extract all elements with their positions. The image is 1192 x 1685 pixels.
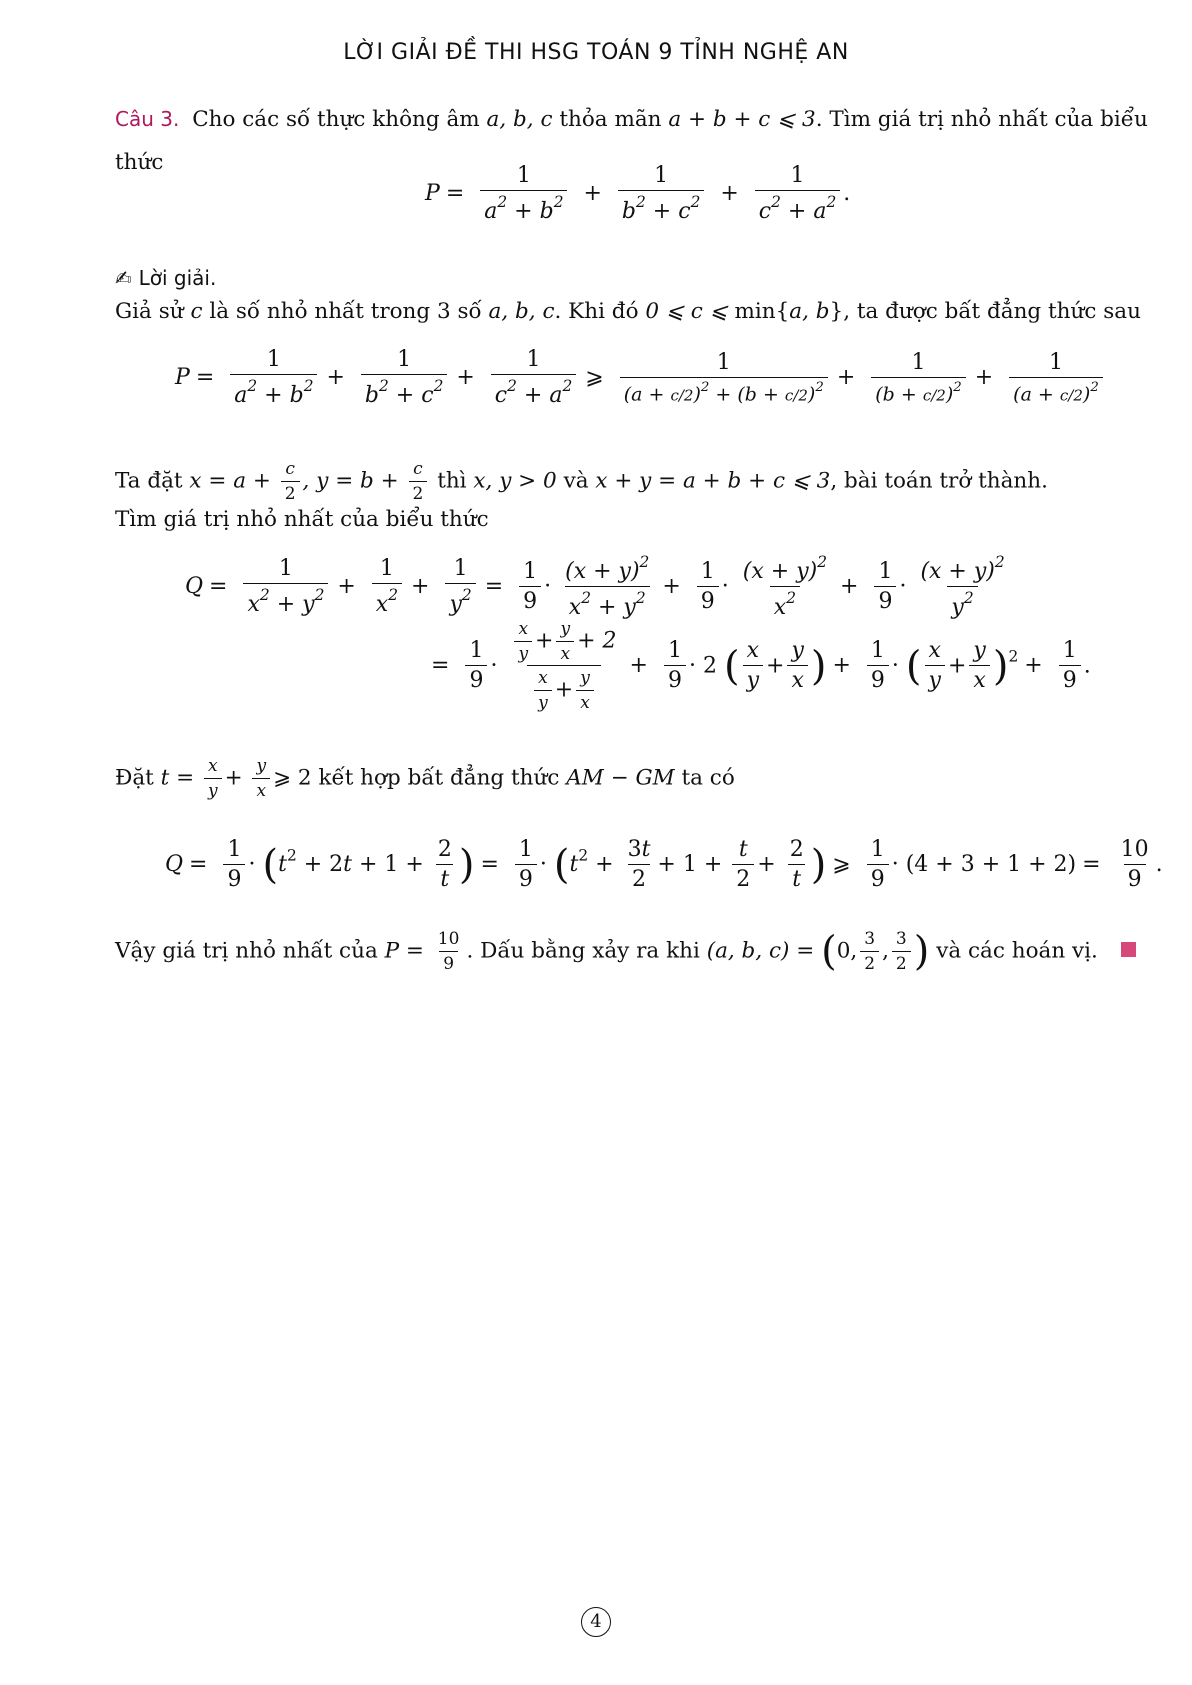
q-expansion-formula: Q = $\frac{1}{x^2 + y^2}$ + $\frac{1}{x^2}$ + $\frac{1}{y^2}$ = $\frac{1}{9}$ · $\frac{(x + y)^2}{x^2 + y^2}$ + $\frac{1}{9}$ · $\frac{(x + y)^2}{x^2}$ + $\frac{1}{9}$ · $\frac{(x + y)^2}{y^2}$: [185, 553, 1005, 620]
solution-line-1: Giả sử c là số nhỏ nhất trong 3 số a, b, c. Khi đó 0 ⩽ c ⩽ min{a, b}, ta được bất đẳng thức sau: [115, 299, 1141, 324]
p-inequality-formula: P = $\frac{1}{a^2 + b^2}$ + $\frac{1}{b^2 + c^2}$ + $\frac{1}{c^2 + a^2}$ ⩾ $\frac{1}{(a + c/2)^2 + (b + c/2)^2}$ + $\frac{1}{(b + c/2)^2}$ + $\frac{1}{(a + c/2)^2}$: [175, 348, 1106, 408]
p-definition-formula: P = $\frac{1}{a^2 + b^2}$ + $\frac{1}{b^2 + c^2}$ + $\frac{1}{c^2 + a^2}$ .: [425, 163, 851, 224]
conclusion-text-c: và các hoán vị.: [936, 938, 1098, 964]
conclusion-text-a: Vậy giá trị nhỏ nhất của: [115, 938, 378, 964]
qed-square-icon: [1121, 942, 1136, 957]
problem-text-4: thức: [115, 150, 164, 175]
solution-line-3: Tìm giá trị nhỏ nhất của biểu thức: [115, 507, 489, 532]
solution-heading: [115, 262, 216, 295]
solution-heading-text: Lời giải.: [138, 266, 217, 290]
line-4-text-a: Đặt: [115, 765, 154, 791]
pencil-writing-icon: ✍: [115, 266, 132, 290]
problem-condition: a + b + c ⩽ 3: [668, 107, 816, 132]
line-1-text-b: là số nhỏ nhất trong 3 số: [209, 299, 482, 324]
problem-text-3: . Tìm giá trị nhỏ nhất của biểu: [815, 107, 1148, 132]
page-number: 4: [581, 1607, 611, 1637]
line-4-text-c: ta có: [681, 765, 735, 791]
line-2-text-b: thì: [437, 468, 467, 494]
line-1-text-c: . Khi đó: [554, 299, 639, 324]
line-1-text-a: Giả sử: [115, 299, 184, 324]
page-header: LỜI GIẢI ĐỀ THI HSG TOÁN 9 TỈNH NGHỆ AN: [343, 40, 849, 65]
solution-line-4: Đặt t = $\frac{x}{y}$ + $\frac{y}{x}$ ⩾ 2 kết hợp bất đẳng thức AM − GM ta có: [115, 756, 735, 801]
solution-line-2: Ta đặt x = a + $\frac{c}{2}$ , y = b + $\frac{c}{2}$ thì x, y > 0 và x + y = a + b + c ⩽ 3, bài toán trở thành.: [115, 459, 1048, 504]
problem-text-1: Cho các số thực không âm: [192, 107, 480, 132]
line-2-text-d: , bài toán trở thành.: [830, 468, 1048, 494]
line-1-text-d: , ta được bất đẳng thức sau: [843, 299, 1141, 324]
line-2-text-c: và: [563, 468, 589, 494]
q-bound-formula: Q = $\frac{1}{9}$ · ($t^2 + 2t + 1$ + $\frac{2}{t}$ ) = $\frac{1}{9}$ · ($t^2$ + $\frac{3t}{2}$ + 1 + $\frac{t}{2}$ + $\frac{2}{t}$ ) ⩾ $\frac{1}{9}$ · (4 + 3 + 1 + 2) = $\frac{10}{9}$ .: [165, 837, 1163, 893]
line-2-text-a: Ta đặt: [115, 468, 183, 494]
problem-label: Câu 3.: [115, 107, 180, 131]
problem-vars: a, b, c: [486, 107, 553, 132]
problem-text-2: thỏa mãn: [559, 107, 662, 132]
conclusion-line: Vậy giá trị nhỏ nhất của P = $\frac{10}{9}$ . Dấu bằng xảy ra khi (a, b, c) = (0, $\frac{3}{2}$ , $\frac{3}{2}$ ) và các hoán vị.: [115, 930, 1136, 973]
q-t-form-formula: = $\frac{1}{9}$ · $\frac{x}{y}$ + $\frac{y}{x}$ + 2 $\frac{x}{y}$ + $\frac{y}{x}$ + $\frac{1}{9}$ · 2 ( $\frac{x}{y}$ + $\frac{y}{x}$ ) + $\frac{1}{9}$ · ( $\frac{x}{y}$ + $\frac{y}{x}$ )$^2$ + $\frac{1}{9}$ .: [431, 619, 1091, 714]
conclusion-text-b: . Dấu bằng xảy ra khi: [466, 938, 700, 964]
line-4-text-b: kết hợp bất đẳng thức: [318, 765, 560, 791]
problem-statement: [115, 103, 1148, 136]
